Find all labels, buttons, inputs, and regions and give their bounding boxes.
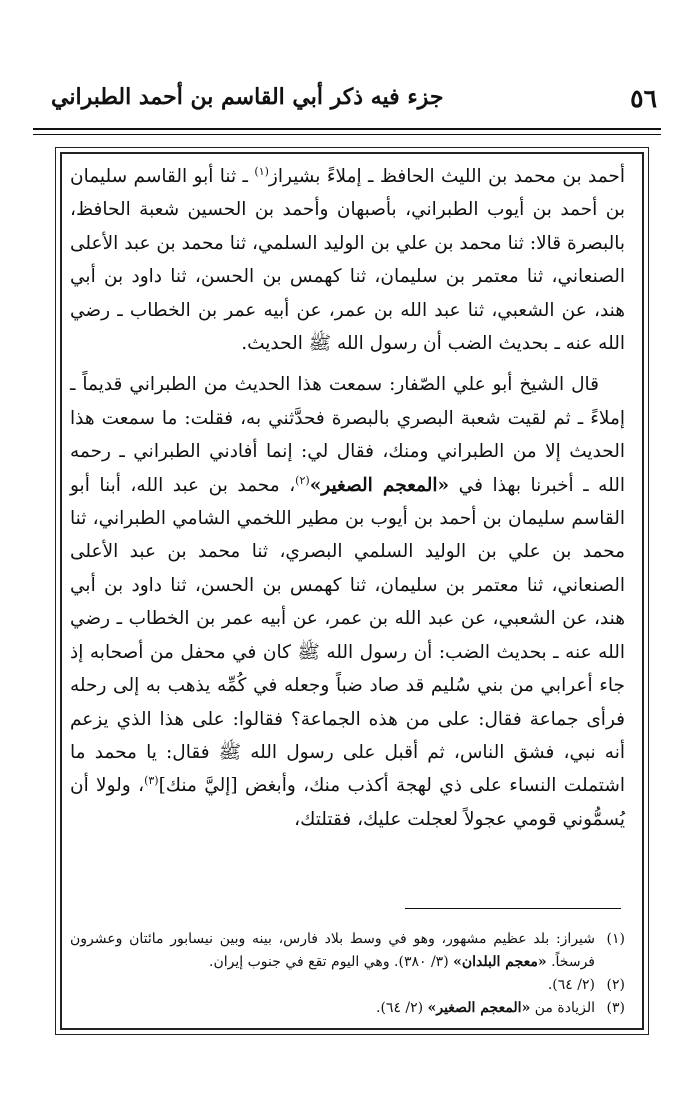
paragraph-1 — [70, 160, 625, 360]
footnote-1 — [70, 928, 625, 974]
page-header — [33, 82, 661, 142]
paragraph-2-part-2: ، محمد بن عبد الله، أبنا أبو القاسم سليمان بن أحمد بن أيوب بن مطير اللخمي الشامي الطبراني، ثنا محمد بن علي بن الوليد السلمي البصري، ثنا محمد بن عبد الأعلى الصنعاني، ثنا معتمر بن سليمان، ثنا كهمس بن الحسن، ثنا داود بن أبي هند، عن الشعبي، عن عبد الله بن عمر، عن أبيه عمر بن الخطاب ـ رضي الله عنه ـ بحديث الضب: أن رسول الله ﷺ كان في محفل من أصحابه إذ جاء أعرابي من بني سُليم قد صاد ضباً وجعله في كُمِّه يذهب به إلى رحله فرأى جماعة فقال: على من هذه الجماعة؟ فقالوا: على هذا الذي يزعم أنه نبي، فشق الناس، ثم أقبل على رسول الله ﷺ فقال: يا محمد ما اشتملت النساء على ذي لهجة أكذب منك، وأبغض [إليَّ منك] — [70, 474, 625, 797]
footnote-text-end: (٢/ ٦٤). — [376, 1000, 428, 1016]
footnote-separator — [405, 908, 621, 909]
footnote-book-title: «معجم البلدان» — [453, 954, 547, 970]
running-title: جزء فيه ذكر أبي القاسم بن أحمد الطبراني — [51, 84, 444, 110]
footnote-ref-1: (١) — [254, 164, 269, 178]
footnote-number: (٢) — [606, 977, 625, 993]
footnote-2 — [70, 974, 625, 997]
footnote-text: شيراز: بلد عظيم مشهور، وهو في وسط بلاد فارس، بينه وبين نيسابور مائتان وعشرون فرسخاً. — [70, 931, 595, 970]
paragraph-1-part-1: أحمد بن محمد بن الليث الحافظ ـ إملاءً بشيراز — [268, 166, 625, 187]
footnote-number: (١) — [606, 931, 625, 947]
paragraph-2-part-3: ، ولولا أن يُسمُّوني قومي عجولاً لعجلت عليك، فقتلتك، — [70, 775, 625, 830]
footnote-text: (٢/ ٦٤). — [547, 977, 595, 993]
book-title: «المعجم الصغير» — [309, 474, 450, 496]
paragraph-2 — [70, 368, 625, 836]
footnote-book-title: «المعجم الصغير» — [427, 1000, 531, 1016]
page-number: ٥٦ — [630, 84, 657, 113]
header-rule-thin — [33, 134, 661, 135]
footnote-ref-2: (٢) — [295, 473, 310, 487]
footnote-3 — [70, 997, 625, 1020]
paragraph-1-part-2: ـ ثنا أبو القاسم سليمان بن أحمد بن أيوب الطبراني، بأصبهان وأحمد بن الحسين شعبة الحافظ، بالبصرة قالا: ثنا محمد بن علي بن الوليد السلمي، ثنا محمد بن عبد الأعلى الصنعاني، ثنا معتمر بن سليمان، ثنا كهمس بن الحسن، ثنا داود بن أبي هند، عن الشعبي، ثنا عبد الله بن عمر، عن أبيه عمر بن الخطاب ـ رضي الله عنه ـ بحديث الضب أن رسول الله ﷺ الحديث. — [70, 166, 625, 355]
paragraph-2-part-1: قال الشيخ أبو علي الصّفار: سمعت هذا الحديث من الطبراني قديماً ـ إملاءً ـ ثم لقيت شعبة البصري بالبصرة فحدَّثني به، فقلت: ما سمعت هذا الحديث إلا من الطبراني ومنك، فقال لي: إنما أفادني الطبراني ـ رحمه الله ـ أخبرنا بهذا في — [70, 374, 625, 496]
footnote-text-end: (٣/ ٣٨٠). وهي اليوم تقع في جنوب إيران. — [209, 954, 454, 970]
header-rule — [33, 128, 661, 130]
footnote-text: الزيادة من — [530, 1000, 595, 1016]
footnote-number: (٣) — [606, 1000, 625, 1016]
main-text — [70, 160, 625, 836]
footnote-ref-3: (٣) — [144, 774, 159, 788]
footnotes — [70, 928, 625, 1020]
